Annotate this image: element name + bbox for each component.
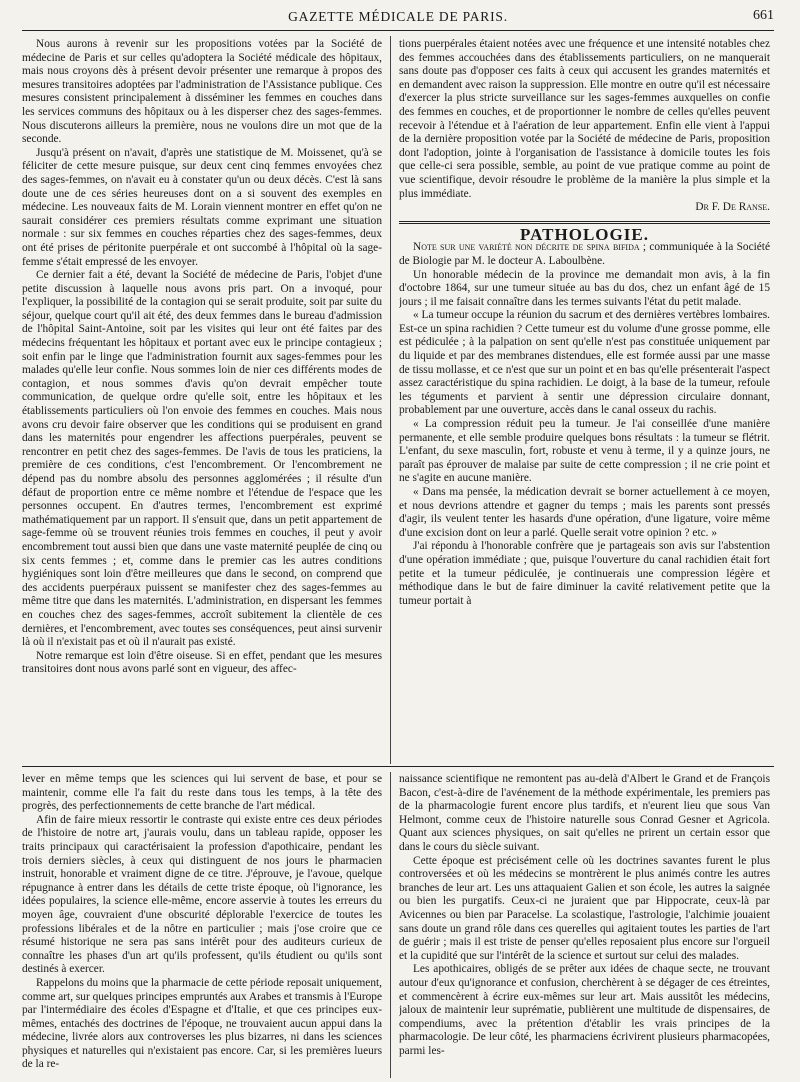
paragraph: Notre remarque est loin d'être oiseuse. Si en effet, pendant que les mesures transitoires dont nous avons parlé sont en vigueur, des affec- — [22, 649, 382, 676]
paragraph: J'ai répondu à l'honorable confrère que je partageais son avis sur l'abstention d'une opération immédiate ; que, puisque l'ouverture du canal rachidien était fort petite et la tumeur pédiculée, je continuerais une compression légère et méthodique dans le but de faire diminuer la cavité relativement petite que la tumeur portait à — [399, 540, 770, 607]
paragraph: naissance scientifique ne remontent pas au-delà d'Albert le Grand et de François Bacon, c'est-à-dire de l'avénement de la méthode expérimentale, les premiers pas de la pharmacologie furent encore plus tardifs, et n'eurent lieu que sous Van Helmont, comme ceux de l'histoire naturelle sous Conrad Gesner et Agricola. Quant aux sciences physiques, on sait qu'elles ne prirent un certain essor que dans le cours du siècle suivant. — [399, 773, 770, 853]
paragraph: Rappelons du moins que la pharmacie de cette période reposait uniquement, comme art, sur quelques principes empruntés aux Arabes et transmis à l'Europe par l'intermédiaire des écoles d'Espagne et d'Italie, et que ces principes eux-mêmes, entachés des doctrines de l'époque, ne trouvaient aucun appui dans la médecine, livrée alors aux controverses les plus bizarres, ni dans les sciences physiques et naturelles qui n'existaient pas encore. Car, si les premières lueurs de la re- — [22, 976, 382, 1071]
paragraph: Nous aurons à revenir sur les propositions votées par la Société de médecine de Paris et sur celles qu'adoptera la Société médicale des hôpitaux, mais nous croyons dès à présent devoir présenter une remarque à propos des mesures transitoires adoptées par l'administration de l'Assistance publique. Ces mesures consistent principalement à disséminer les femmes en couches dans les services communs des hôpitaux ou à les disperser chez des sages-femmes. Nous discuterons ailleurs la première, nous ne voulons dire un mot que de la seconde. — [22, 38, 382, 146]
paragraph: « Dans ma pensée, la médication devrait se borner actuellement à ce moyen, et nous devrions attendre et gagner du temps ; mais les parents sont pressés d'agir, ils veulent tenter les hasards d'une opération, d'une ligature, voire même d'une excision dont on leur a parlé. Quelle serait votre opinion ? etc. » — [399, 486, 770, 539]
note-title-caps: Note sur une variété non décrite de spina bifida ; — [413, 241, 647, 254]
left-column-bottom — [22, 773, 382, 1079]
running-header — [22, 4, 774, 31]
note-title-rest: communiquée à la Société de Biologie par M. le docteur A. Laboulbène. — [399, 241, 770, 267]
journal-title: GAZETTE MÉDICALE DE PARIS. — [288, 9, 508, 24]
right-column-bottom — [399, 773, 770, 1079]
paragraph: Afin de faire mieux ressortir le contraste qui existe entre ces deux périodes de l'histoire de notre art, j'aurais voulu, dans un tableau rapide, opposer les traits principaux qui caractérisaient la profession d'apothicaire, pendant les trois derniers siècles, à ceux qui distinguent de nos jours le pharmacien instruit, honorable et vraiment digne de ce titre. J'éprouve, je l'avoue, quelque répugnance à entrer dans les détails de cette triste époque, où l'ignorance, les idées populaires, la science elle-même, encore asservie à toutes les erreurs du moyen âge, couvraient d'une obscurité déplorable l'exercice de toutes les professions libérales et de la nôtre en particulier ; mais j'ose croire que ce résumé historique ne sera pas sans intérêt pour des auditeurs curieux de connaître les phases d'un art qu'ils professent, qu'ils étudient ou qu'ils sont destinés à exercer. — [22, 813, 382, 976]
page-number: 661 — [753, 8, 774, 23]
author-signature: Dr F. De Ranse. — [695, 201, 770, 214]
section-title: PATHOLOGIE. — [520, 224, 649, 244]
note-title — [399, 241, 770, 268]
paragraph: tions puerpérales étaient notées avec une fréquence et une intensité notables chez des femmes accouchées dans des établissements particuliers, on ne manquerait sans doute pas d'opposer ces faits à ceux qui accusent les grandes maternités et en demandent avec raison la suppression. Elle montre en outre qu'il est nécessaire d'exercer la plus stricte surveillance sur les sages-femmes auxquelles on confie des femmes en couches, et de proportionner le nombre de celles qu'elles peuvent recevoir à l'étendue et à l'aération de leur appartement. Enfin elle vient à l'appui de la dernière proposition votée par la Société de médecine de Paris, proposition dont l'adoption, jointe à l'organisation de l'assistance à domicile toutes les fois que celle-ci sera possible, semble, au point de vue pratique comme au point de vue scientifique, devoir résoudre le problème de la manière la plus simple et la plus immédiate. — [399, 38, 770, 200]
paragraph: lever en même temps que les sciences qui lui servent de base, et pour se maintenir, comme elle l'a fait du reste dans tous les temps, à la tête des progrès, des perfectionnements de cette branche de l'art médical. — [22, 773, 382, 813]
paragraph: « La compression réduit peu la tumeur. Je l'ai conseillée d'une manière permanente, et elle semble produire quelques bons résultats : la tumeur se flétrit. L'enfant, du sexe masculin, fort, robuste et venu à terme, il y a quinze jours, ne paraît pas éprouver de malaise par suite de cette compression ; il ne crie point et ne s'agite en aucune manière. — [399, 418, 770, 485]
paragraph: Jusqu'à présent on n'avait, d'après une statistique de M. Moissenet, qu'à se féliciter de cette mesure puisque, sur deux cent cinq femmes envoyées chez des sages-femmes, on n'avait eu à constater qu'un ou deux décès. C'est là sans doute une de ces séries heureuses dont on a si souvent des exemples en médecine. Les nouveaux faits de M. Lorain viennent montrer en effet qu'on ne saurait considérer ces premiers résultats comme exprimant une situation normale : sur six femmes en couches réparties chez des sages-femmes, deux ont été prises de péritonite puerpérale et ont succombé à l'hôpital où la sage-femme s'était empressé de les envoyer. — [22, 146, 382, 268]
paragraph: Un honorable médecin de la province me demandait mon avis, à la fin d'octobre 1864, sur une tumeur située au bas du dos, chez un enfant âgé de 15 jours ; il me faisait connaître dans les termes suivants l'état du petit malade. — [399, 268, 770, 308]
left-column-top — [22, 38, 382, 763]
right-column-top — [399, 38, 770, 763]
paragraph: « La tumeur occupe la réunion du sacrum et des dernières vertèbres lombaires. Est-ce un spina rachidien ? Cette tumeur est du volume d'une grosse pomme, elle est pédiculée ; à la palpation on sent qu'elle n'est pas constituée uniquement par du liquide et par des membranes distendues, elle est formée aussi par une masse de tissu mollasse, et ce n'est que sur un point et en bas qu'elle présenterait l'aspect assez caractéristique du spina rachidien. Le doigt, à la base de la tumeur, refoule les téguments et parvient à sentir une dépression circulaire donnant, probablement par une ouverture, accès dans le canal osseux du rachis. — [399, 309, 770, 417]
column-divider — [390, 36, 391, 764]
horizontal-divider — [22, 766, 774, 767]
column-divider — [390, 772, 391, 1078]
paragraph: Les apothicaires, obligés de se prêter aux idées de chaque secte, ne trouvant autour d'eux qu'ignorance et confusion, cherchèrent à se dégager de ces étreintes, et commencèrent à écrire eux-mêmes sur leur art. Mais aussitôt les médecins, jaloux de maintenir leur suprématie, publièrent une multitude de dispensaires, de compendiums, avec la prétention d'établir les vrais principes de la pharmacologie. De leur côté, les pharmaciens écrivirent plusieurs pharmacopées, parmi les- — [399, 963, 770, 1057]
paragraph: Cette époque est précisément celle où les doctrines savantes furent le plus controversées et où les médecins se montrèrent le plus animés contre les autres branches de leur art. Les uns attaquaient Galien et son école, les autres la saignée ou bien les purgatifs. Ceux-ci ne juraient que par Hippocrate, ceux-là par Avicennes ou bien par Paracelse. La scolastique, l'astrologie, l'alchimie jouaient sans doute un grand rôle dans ces querelles qui agitaient toutes les parties de l'art de guérir ; mais il est triste de penser qu'elles reposaient plus encore sur l'orgueil et la cupidité que sur l'intérêt de la science et surtout sur celui des malades. — [399, 854, 770, 962]
paragraph: Ce dernier fait a été, devant la Société de médecine de Paris, l'objet d'une petite discussion à laquelle nous avons pris part. On a invoqué, pour l'expliquer, la possibilité de la contagion qui se serait produite, soit par suite du séjour, quelque court qu'il ait été, des deux femmes dans le bureau d'admission de l'hôpital Saint-Antoine, soit par les visites qui leur ont été faites par des médecins fréquentant les hôpitaux et portant avec eux le principe contagieux ; soit enfin par le linge que l'administration fournit aux sages-femmes pour les malades qu'elle leur confie. Nous sommes loin de nier ces différents modes de contagion, et nous sommes d'avis qu'on devrait empêcher toute communication, de quelque ordre qu'elle soit, entre les hôpitaux et les établissements particuliers où l'on envoie des femmes en couches. Mais nous avons cru devoir faire observer que les conditions qui se produisent en grand dans les maternités pour engendrer les affections puerpérales, peuvent se rencontrer en petit chez des sages-femmes. De l'avis de tous les praticiens, la première de ces conditions, c'est l'encombrement. Or l'encombrement ne dépend pas du nombre absolu des personnes agglomérées ; il résulte d'un défaut de proportion entre ce même nombre et l'étendue de l'espace que les personnes occupent. En d'autres termes, l'encombrement est exprimé mathématiquement par un rapport. Il s'ensuit que, dans un petit appartement de sage-femme où se trouvent réunies trois femmes en couches, il peut y avoir encombrement tout aussi bien que dans une vaste maternité peuplée de cinq ou six cents femmes ; et, comme dans le premier cas les autres conditions hygiéniques sont loin d'être meilleures que dans le second, on comprend que des accidents puerpéraux puissent se manifester chez des sages-femmes au même titre que dans les maternités. L'administration, en dispersant les femmes en couches chez des sages-femmes, accroît subitement la clientèle de ces dernières, et l'encombrement, avec toutes ses conséquences, peut ainsi survenir là où il n'existait pas et où il n'aurait pas existé. — [22, 269, 382, 649]
section-divider — [399, 221, 770, 224]
